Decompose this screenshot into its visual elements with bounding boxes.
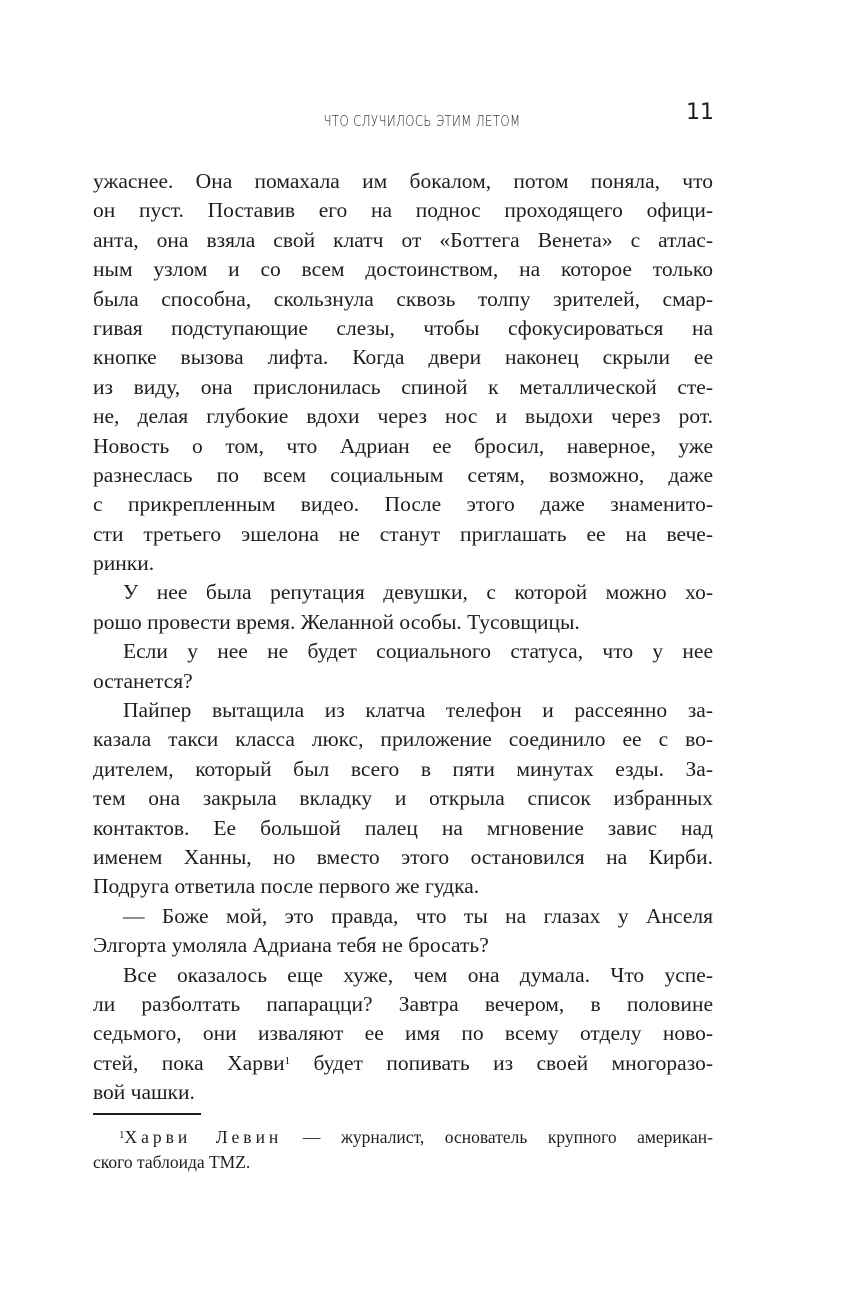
text-segment: будет попивать из своей многоразо- <box>290 1050 713 1075</box>
paragraph <box>93 902 713 961</box>
text-line: не, делая глубокие вдохи через нос и выдохи через рот. <box>93 404 713 429</box>
text-line: ужаснее. Она помахала им бокалом, потом поняла, что <box>93 169 713 193</box>
text-line: разнеслась по всем социальным сетям, возможно, даже <box>93 462 713 487</box>
footnote-line <box>93 1125 713 1150</box>
text-line: Пайпер вытащила из клатча телефон и рассеянно за- <box>123 698 713 723</box>
text-line: гивая подступающие слезы, чтобы сфокусироваться на <box>93 315 713 340</box>
text-line: была способна, скользнула сквозь толпу зрителей, смар- <box>93 286 713 311</box>
text-line <box>93 1049 713 1078</box>
text-line: Если у нее не будет социального статуса, что у нее <box>123 639 713 664</box>
text-line: — Боже мой, это правда, что ты на глазах у Анселя <box>123 903 713 928</box>
footnote-text: — журналист, основатель крупного американ- <box>282 1127 713 1147</box>
body-text <box>93 167 713 1108</box>
text-line: седьмого, они изваляют ее имя по всему отделу ново- <box>93 1021 713 1046</box>
text-line: вой чашки. <box>93 1080 195 1105</box>
paragraph <box>93 167 713 578</box>
footnote-reference[interactable]: 1 <box>284 1054 291 1067</box>
running-title: ЧТО СЛУЧИЛОСЬ ЭТИМ ЛЕТОМ <box>323 112 521 130</box>
paragraph <box>93 578 713 637</box>
text-line: сти третьего эшелона не станут приглашать ее на вече- <box>93 521 713 546</box>
text-line: он пуст. Поставив его на поднос проходящего офици- <box>93 198 713 223</box>
paragraph <box>93 637 713 696</box>
footnote-line: ского таблоида TMZ. <box>93 1151 251 1172</box>
footnote-divider <box>93 1113 201 1115</box>
text-line: анта, она взяла свой клатч от «Боттега Венета» с атлас- <box>93 227 713 252</box>
text-line: Все оказалось еще хуже, чем она думала. Что успе- <box>123 962 713 987</box>
footnote <box>93 1125 713 1174</box>
text-line: ным узлом и со всем достоинством, на которое только <box>93 257 713 282</box>
page-number: 11 <box>686 100 714 125</box>
text-line: дителем, который был всего в пяти минутах езды. За- <box>93 756 713 781</box>
text-line: Новость о том, что Адриан ее бросил, наверное, уже <box>93 433 713 458</box>
text-segment: стей, пока Харви <box>93 1050 285 1075</box>
text-line: ли разболтать папарацци? Завтра вечером, в половине <box>93 991 713 1016</box>
text-line: останется? <box>93 668 193 693</box>
text-line: Элгорта умоляла Адриана тебя не бросать? <box>93 933 489 958</box>
footnote-marker: 1 <box>119 1129 125 1141</box>
text-line: тем она закрыла вкладку и открыла список избранных <box>93 786 713 811</box>
text-line: ринки. <box>93 551 155 576</box>
text-line: из виду, она прислонилась спиной к металлической сте- <box>93 374 713 399</box>
paragraph <box>93 961 713 1108</box>
text-line: именем Ханны, но вместо этого остановился на Кирби. <box>93 844 713 869</box>
footnote-name: Харви Левин <box>124 1127 283 1147</box>
text-line: с прикрепленным видео. После этого даже знаменито- <box>93 492 713 517</box>
text-line: У нее была репутация девушки, с которой можно хо- <box>123 580 713 605</box>
text-line: рошо провести время. Желанной особы. Тусовщицы. <box>93 609 580 634</box>
text-line: контактов. Ее большой палец на мгновение завис над <box>93 815 713 840</box>
paragraph <box>93 696 713 902</box>
text-line: кнопке вызова лифта. Когда двери наконец скрыли ее <box>93 345 713 370</box>
text-line: Подруга ответила после первого же гудка. <box>93 874 480 899</box>
text-line: казала такси класса люкс, приложение соединило ее с во- <box>93 727 713 752</box>
